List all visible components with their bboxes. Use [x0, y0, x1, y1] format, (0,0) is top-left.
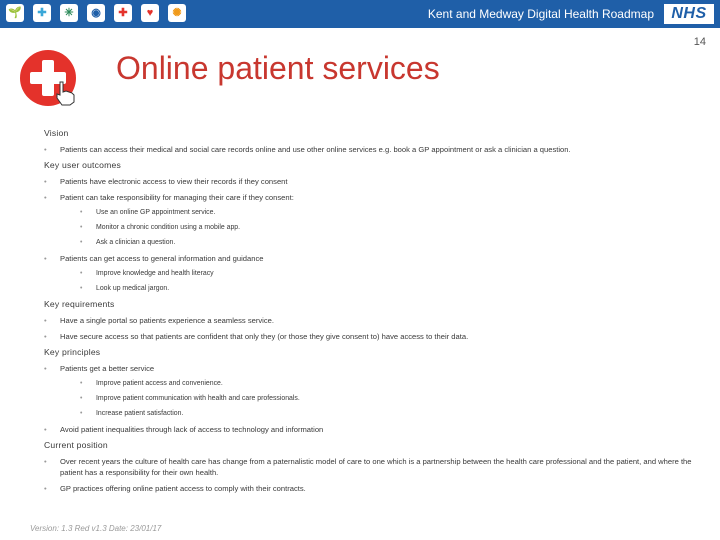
network-icon: ✳ — [60, 4, 78, 22]
sub-list-item-text: Improve patient communication with health and care professionals. — [96, 395, 300, 402]
sub-list-item — [60, 237, 694, 248]
bullet-marker: • — [44, 316, 47, 325]
sub-list-item — [60, 222, 694, 233]
sub-list-item-text: Improve patient access and convenience. — [96, 380, 223, 387]
seedling-icon: 🌱 — [6, 4, 24, 22]
sub-list-item-text: Use an online GP appointment service. — [96, 209, 216, 216]
bullet-list — [44, 144, 694, 155]
bullet-list — [44, 176, 694, 294]
sub-bullet-list — [60, 378, 694, 419]
bullet-marker: • — [44, 145, 47, 154]
bullet-marker: • — [44, 457, 47, 466]
section-key-requirements — [44, 299, 694, 342]
bullet-marker: • — [44, 177, 47, 186]
list-item-text: Patients get a better service — [60, 364, 155, 373]
section-heading: Key user outcomes — [44, 160, 121, 170]
list-item — [44, 144, 694, 155]
theme-icon-row — [6, 4, 186, 22]
header-bar — [0, 0, 720, 28]
roadmap-title: Kent and Medway Digital Health Roadmap — [427, 7, 654, 21]
bullet-marker: • — [80, 285, 83, 292]
list-item-text: Patients can access their medical and social care records online and use other online services e.g. book a GP appointment or ask a clinician a question. — [60, 145, 571, 154]
bullet-marker: • — [44, 484, 47, 493]
sun-icon: ✺ — [168, 4, 186, 22]
sub-list-item — [60, 393, 694, 404]
bullet-marker: • — [80, 410, 83, 417]
section-key-user-outcomes — [44, 160, 694, 294]
list-item-text: GP practices offering online patient access to comply with their contracts. — [60, 484, 306, 493]
sub-list-item — [60, 408, 694, 419]
nhs-logo: NHS — [664, 4, 714, 24]
page-number: 14 — [693, 36, 706, 48]
list-item-text: Patients have electronic access to view their records if they consent — [60, 177, 288, 186]
bullet-marker: • — [44, 254, 47, 263]
bullet-list — [44, 363, 694, 435]
list-item — [44, 253, 694, 294]
eye-icon: ◉ — [87, 4, 105, 22]
sub-list-item — [60, 378, 694, 389]
section-current-position — [44, 440, 694, 494]
section-heading: Vision — [44, 128, 69, 138]
sub-bullet-list — [60, 207, 694, 248]
bullet-marker: • — [80, 395, 83, 402]
section-heading: Current position — [44, 440, 108, 450]
list-item — [44, 176, 694, 187]
bullet-marker: • — [44, 364, 47, 373]
bullet-marker: • — [44, 193, 47, 202]
list-item — [44, 483, 694, 494]
sub-list-item-text: Monitor a chronic condition using a mobile app. — [96, 224, 241, 231]
section-heading: Key requirements — [44, 299, 115, 309]
sub-bullet-list — [60, 268, 694, 294]
version-footer: Version: 1.3 Red v1.3 Date: 23/01/17 — [30, 524, 162, 533]
heart-check-icon: ♥ — [141, 4, 159, 22]
content-body — [44, 128, 694, 499]
list-item-text: Have a single portal so patients experience a seamless service. — [60, 316, 275, 325]
section-key-principles — [44, 347, 694, 435]
sub-list-item — [60, 268, 694, 279]
list-item — [44, 331, 694, 342]
page-title: Online patient services — [116, 50, 440, 86]
list-item-text: Patients can get access to general information and guidance — [60, 254, 264, 263]
bullet-marker: • — [80, 380, 83, 387]
list-item — [44, 315, 694, 326]
list-item — [44, 192, 694, 248]
bullet-list — [44, 456, 694, 494]
bullet-marker: • — [80, 270, 83, 277]
sub-list-item-text: Ask a clinician a question. — [96, 239, 176, 246]
list-item-text: Avoid patient inequalities through lack of access to technology and information — [60, 425, 324, 434]
sub-list-item-text: Look up medical jargon. — [96, 285, 170, 292]
stethoscope-icon: ✚ — [33, 4, 51, 22]
list-item — [44, 363, 694, 419]
medical-cross-icon: ✚ — [114, 4, 132, 22]
bullet-marker: • — [80, 224, 83, 231]
medical-cross-hand-icon — [20, 50, 76, 106]
bullet-list — [44, 315, 694, 342]
sub-list-item — [60, 283, 694, 294]
sub-list-item-text: Increase patient satisfaction. — [96, 410, 184, 417]
list-item — [44, 424, 694, 435]
bullet-marker: • — [80, 239, 83, 246]
bullet-marker: • — [44, 332, 47, 341]
pointing-hand-icon — [54, 80, 76, 106]
section-vision — [44, 128, 694, 155]
list-item-text: Over recent years the culture of health care has change from a paternalistic model of care to one which is a partnership between the health care professional and the patient, and where the patient has a responsibility for their own health. — [60, 457, 692, 477]
bullet-marker: • — [80, 209, 83, 216]
bullet-marker: • — [44, 425, 47, 434]
list-item — [44, 456, 694, 478]
section-heading: Key principles — [44, 347, 101, 357]
list-item-text: Patient can take responsibility for managing their care if they consent: — [60, 193, 294, 202]
sub-list-item — [60, 207, 694, 218]
list-item-text: Have secure access so that patients are confident that only they (or those they give consent to) have access to their data. — [60, 332, 469, 341]
sub-list-item-text: Improve knowledge and health literacy — [96, 270, 214, 277]
